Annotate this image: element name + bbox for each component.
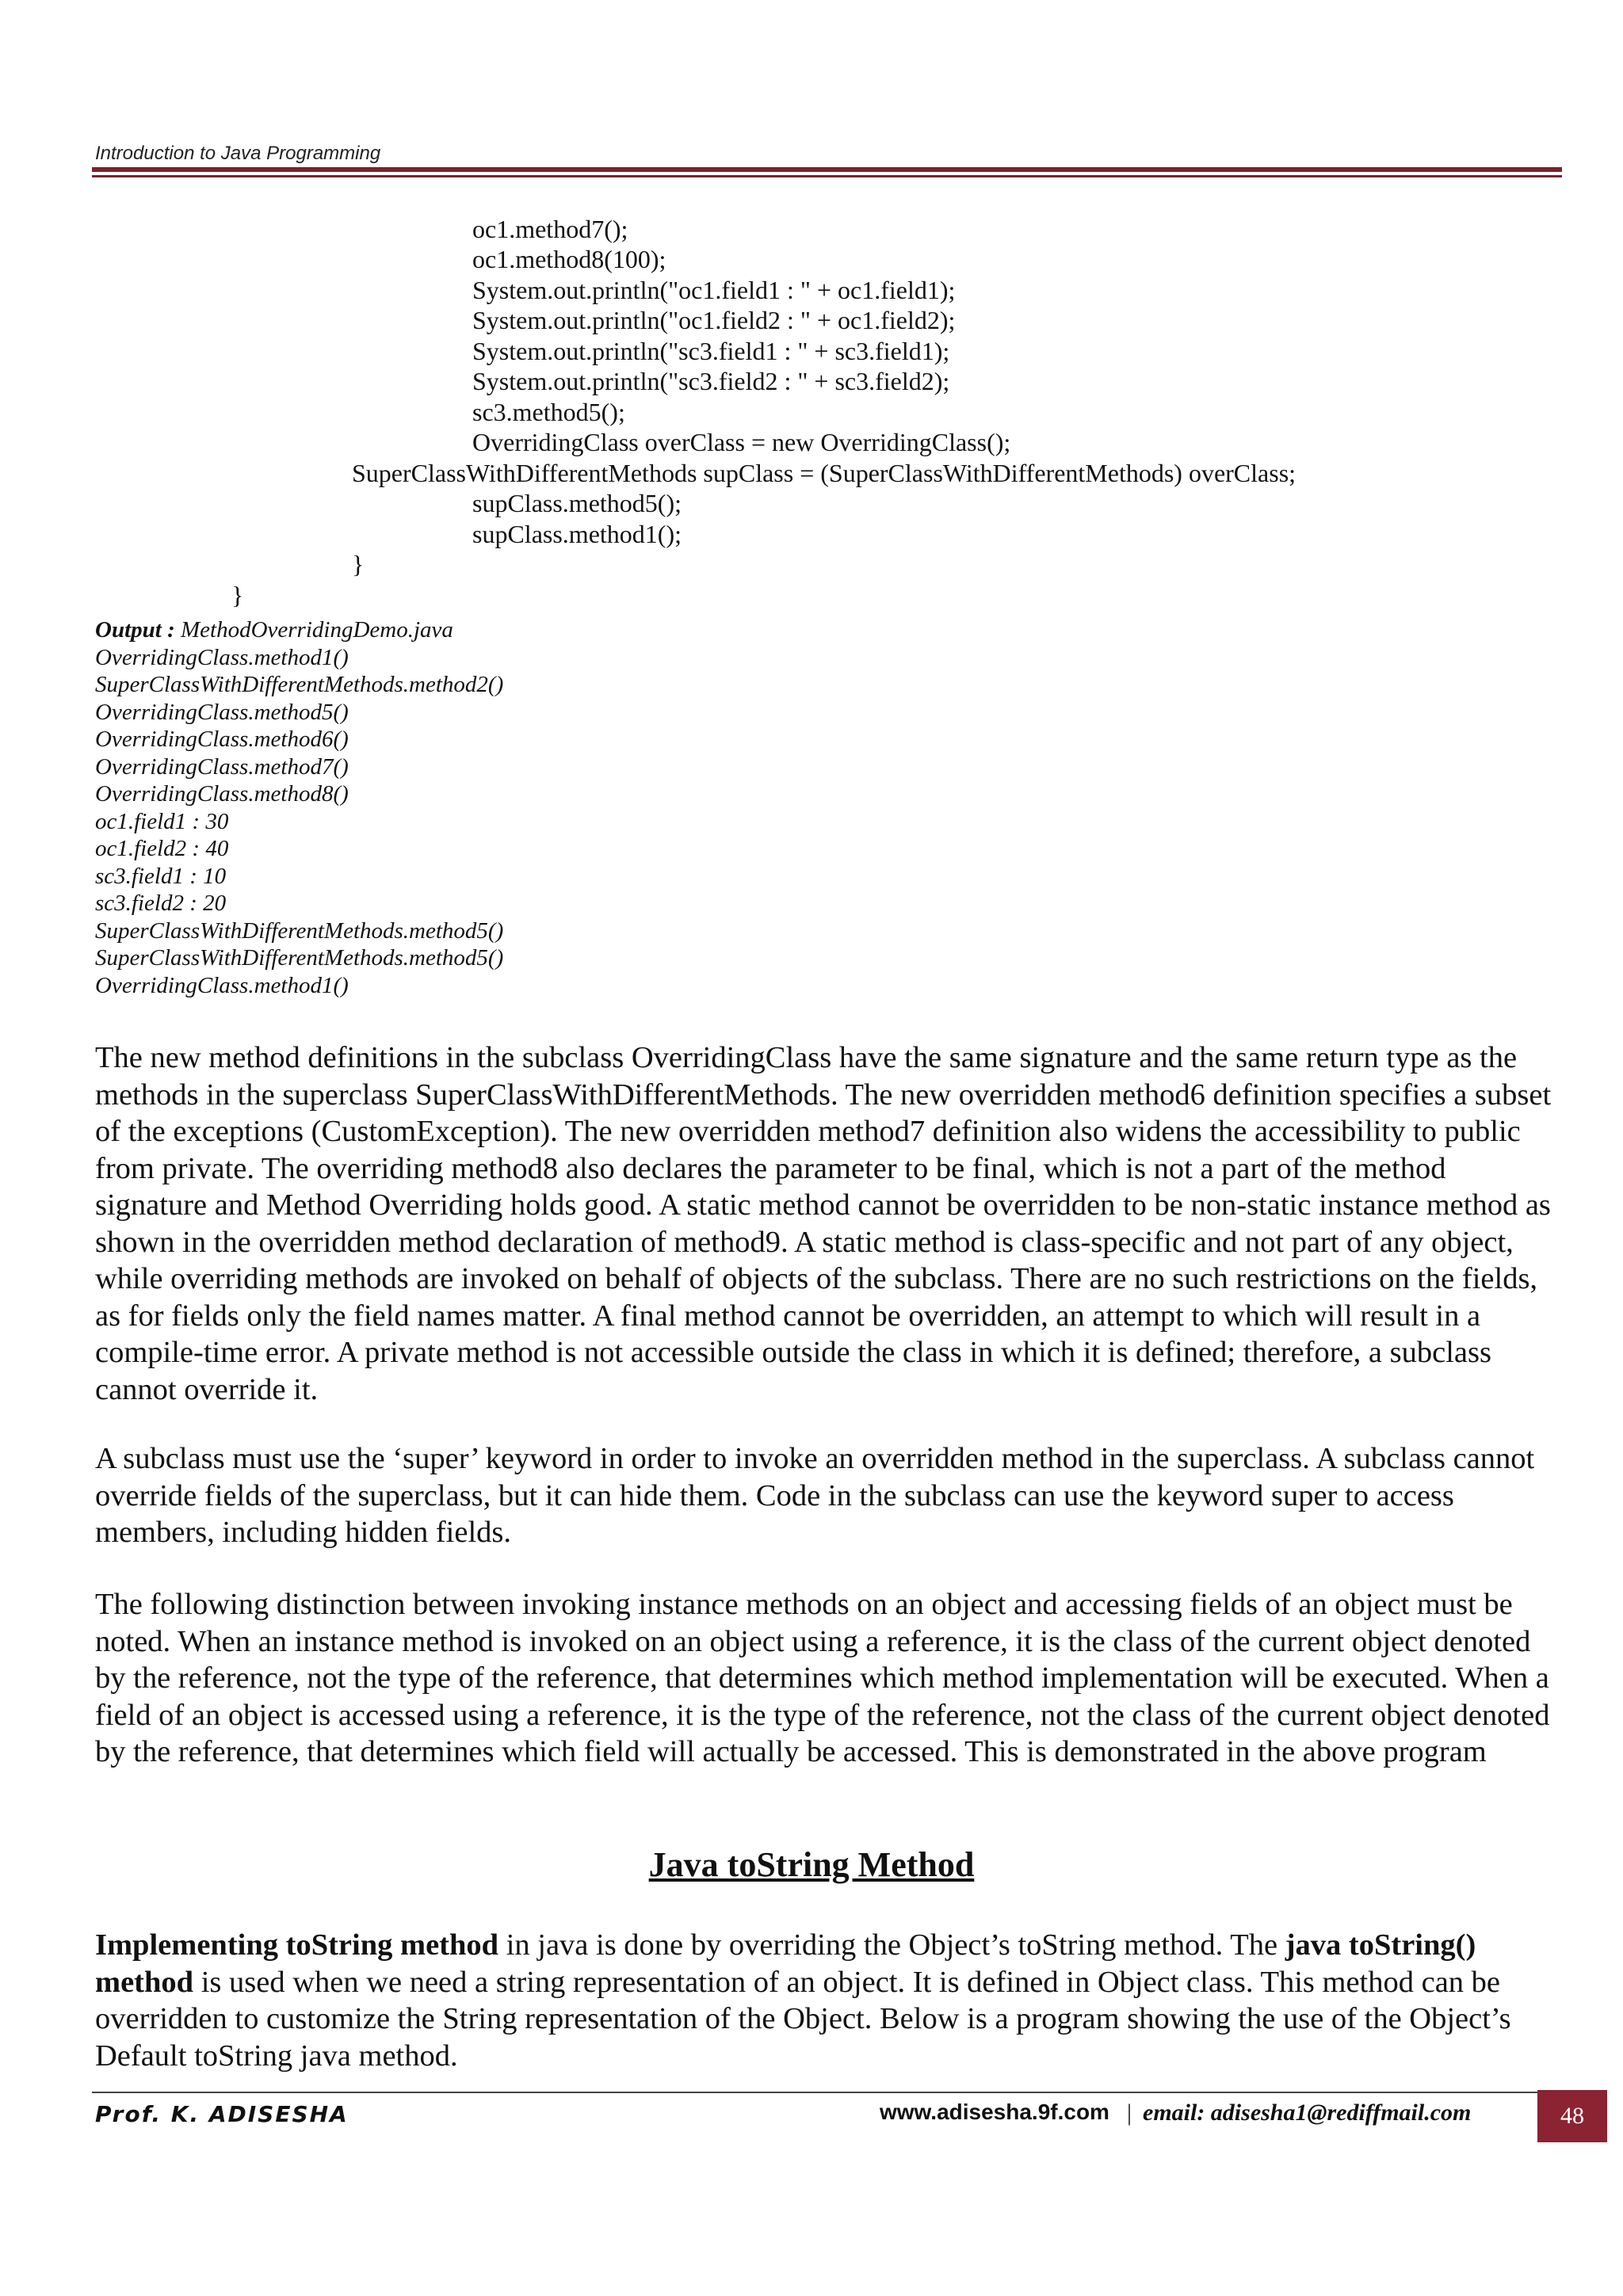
output-line: OverridingClass.method1() [95, 644, 349, 670]
output-line: oc1.field1 : 30 [95, 808, 229, 834]
footer-rule [92, 2092, 1562, 2093]
footer-separator: | [1127, 2100, 1132, 2126]
code-line: sc3.method5(); [472, 398, 625, 426]
body-text: is used when we need a string representation of an object. It is defined in Object class. This method can be overridden to customize the String representation of the Object. Below is a program showing the use of the Object’s Default toString java method. [95, 1965, 1511, 2073]
code-closing-brace: } [352, 550, 365, 578]
output-line: OverridingClass.method8() [95, 781, 349, 807]
bold-phrase: java toString() method [95, 1928, 1476, 1999]
code-line: supClass.method5(); [472, 489, 682, 517]
code-line: System.out.println("sc3.field2 : " + sc3.field2); [472, 367, 950, 395]
running-header-title: Introduction to Java Programming [95, 143, 381, 164]
output-line: sc3.field1 : 10 [95, 863, 227, 889]
paragraph-overriding-rules: The new method definitions in the subclass OverridingClass have the same signature and the same return type as the methods in the superclass SuperClassWithDifferentMethods. The new overridden method6 definition specifies a subset of the exceptions (CustomException). The new overridden method7 definition also widens the accessibility to public from private. The overriding method8 also declares the parameter to be final, which is not a part of the method signature and Method Overriding holds good. A static method cannot be overridden to be non-static instance method as shown in the overridden method declaration of method9. A static method is class-specific and not part of any object, while overriding methods are invoked on behalf of objects of the subclass. There are no such restrictions on the fields, as for fields only the field names matter. A final method cannot be overridden, an attempt to which will result in a compile-time error. A private method is not accessible outside the class in which it is defined; therefore, a subclass cannot override it. [95, 1041, 1552, 1406]
output-label: Output : [95, 617, 175, 643]
page-number-badge: 48 [1537, 2090, 1607, 2142]
code-line: System.out.println("oc1.field1 : " + oc1.field1); [472, 276, 956, 304]
output-line: oc1.field2 : 40 [95, 836, 229, 861]
output-file: MethodOverridingDemo.java [180, 617, 453, 643]
output-line: SuperClassWithDifferentMethods.method2() [95, 672, 504, 697]
header-rule-thin [92, 175, 1562, 177]
code-line: oc1.method8(100); [472, 245, 666, 273]
output-title [95, 616, 503, 644]
paragraph-method-vs-field: The following distinction between invoking instance methods on an object and accessing fields of an object must be noted. When an instance method is invoked on an object using a reference, it is the class of the current object denoted by the reference, not the type of the reference, that determines which method implementation will be executed. When a field of an object is accessed using a reference, it is the type of the reference, not the class of the current object denoted by the reference, that determines which field will actually be accessed. This is demonstrated in the above program [95, 1588, 1550, 1768]
code-line: OverridingClass overClass = new OverridingClass(); [472, 428, 1011, 456]
output-line: sc3.field2 : 20 [95, 891, 227, 916]
body-text: in java is done by overriding the Object’s toString method. The [498, 1928, 1285, 1962]
bold-phrase: Implementing toString method [95, 1928, 499, 1962]
footer-email: email: adisesha1@rediffmail.com [1143, 2100, 1472, 2126]
code-closing-brace: } [231, 581, 244, 609]
output-line: OverridingClass.method6() [95, 727, 349, 752]
code-line: System.out.println("oc1.field2 : " + oc1.field2); [472, 306, 956, 334]
code-line: SuperClassWithDifferentMethods supClass = (SuperClassWithDifferentMethods) overClass; [352, 459, 1296, 487]
output-line: OverridingClass.method1() [95, 972, 349, 998]
footer-website: www.adisesha.9f.com [880, 2100, 1109, 2124]
paragraph-tostring-intro [95, 1927, 1553, 2074]
code-line: supClass.method1(); [472, 520, 682, 548]
footer-author: Prof. K. ADISESHA [95, 2101, 349, 2127]
section-heading: Java toString Method [648, 1845, 975, 1884]
output-line: SuperClassWithDifferentMethods.method5() [95, 945, 504, 971]
code-line: System.out.println("sc3.field1 : " + sc3.field1); [472, 337, 950, 365]
output-line: SuperClassWithDifferentMethods.method5() [95, 917, 504, 944]
output-line: OverridingClass.method7() [95, 753, 349, 780]
output-line: OverridingClass.method5() [95, 699, 349, 725]
paragraph-super-keyword: A subclass must use the ‘super’ keyword in order to invoke an overridden method in the superclass. A subclass cannot override fields of the superclass, but it can hide them. Code in the subclass can use the keyword super to access members, including hidden fields. [95, 1442, 1535, 1549]
header-rule-thick [92, 167, 1562, 172]
program-output [95, 616, 503, 999]
code-line: oc1.method7(); [472, 215, 628, 243]
